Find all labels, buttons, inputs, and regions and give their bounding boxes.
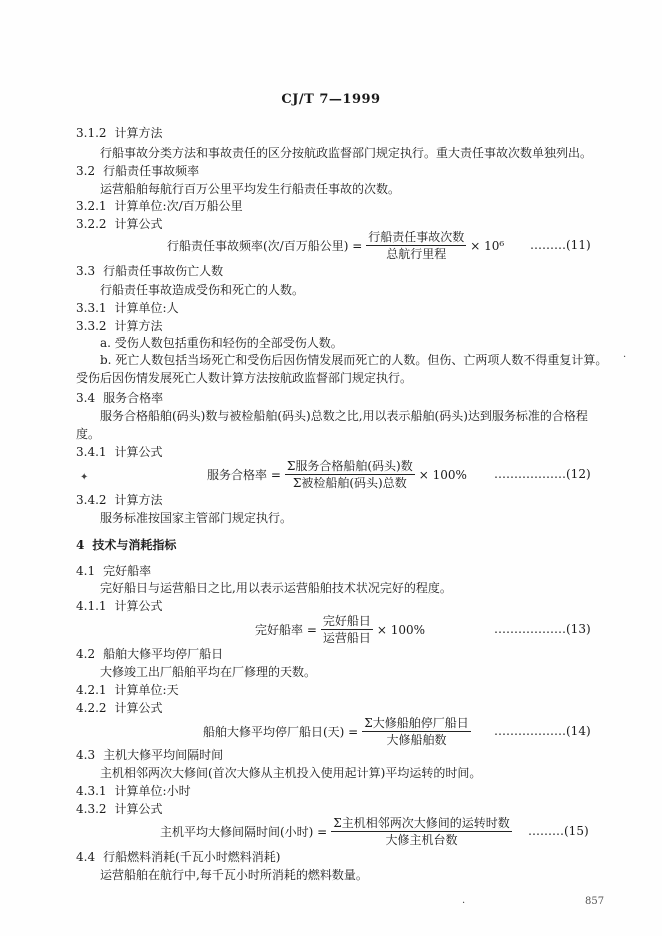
section-number: 4.1 — [76, 564, 96, 578]
heading-3-3 — [76, 263, 223, 279]
heading-3-2-2 — [76, 216, 163, 232]
paragraph: 运营船舶在航行中,每千瓦小时所消耗的燃料数量。 — [100, 868, 368, 882]
scan-speck-icon: · — [623, 352, 627, 363]
section-number: 3.4.2 — [76, 493, 107, 507]
heading-4-4 — [76, 849, 280, 865]
fraction — [285, 459, 415, 490]
heading-4-1-1 — [76, 598, 163, 614]
fraction — [366, 230, 466, 261]
section-title: 计算公式 — [114, 802, 163, 816]
heading-4-1 — [76, 563, 151, 579]
section-title: 计算方法 — [114, 126, 163, 140]
heading-4-3-2 — [76, 801, 163, 817]
section-title: 技术与消耗指标 — [92, 538, 177, 552]
section-number: 3.3.1 — [76, 301, 107, 315]
section-title: 完好船率 — [103, 564, 152, 578]
formula-multiplier: × 100% — [418, 467, 467, 482]
section-number: 3.4 — [76, 391, 96, 405]
heading-3-2 — [76, 163, 199, 179]
section-title: 计算单位:小时 — [114, 784, 191, 798]
section-number: 4.2 — [76, 647, 96, 661]
formula-lhs: 服务合格率 = — [207, 468, 281, 482]
heading-4 — [76, 537, 176, 553]
section-title: 计算公式 — [114, 445, 163, 459]
section-title: 船舶大修平均停厂船日 — [103, 647, 224, 661]
numerator: Σ服务合格船舶(码头)数 — [286, 459, 413, 473]
list-item-b: b. 死亡人数包括当场死亡和受伤后因伤情发展而死亡的人数。但伤、亡两项人数不得重复计算。 — [100, 353, 608, 367]
section-number: 4.1.1 — [76, 599, 107, 613]
heading-3-4 — [76, 390, 163, 406]
heading-4-3 — [76, 747, 223, 763]
formula-15 — [160, 816, 516, 847]
section-title: 计算单位:天 — [114, 683, 179, 697]
section-number: 3.3 — [76, 264, 96, 278]
formula-14 — [203, 716, 475, 747]
formula-lhs: 船舶大修平均停厂船日(天) = — [203, 725, 359, 739]
equation-number: ………(11) — [530, 238, 591, 252]
heading-3-3-2 — [76, 318, 163, 334]
heading-3-1-2 — [76, 125, 163, 141]
formula-multiplier: × 100% — [376, 622, 426, 637]
paragraph-continuation: 度。 — [76, 427, 101, 441]
fraction — [321, 614, 373, 645]
section-title: 行船责任事故频率 — [103, 164, 200, 178]
denominator: 大修主机台数 — [385, 833, 458, 847]
standard-code-header: CJ/T 7—1999 — [281, 92, 381, 107]
numerator: 行船责任事故次数 — [368, 230, 465, 244]
section-number: 4.3 — [76, 748, 96, 762]
numerator: Σ大修船舶停厂船日 — [364, 716, 469, 730]
section-title: 计算单位:次/百万船公里 — [114, 199, 243, 213]
heading-3-4-1 — [76, 444, 163, 460]
formula-12 — [207, 459, 467, 490]
section-number: 4.3.2 — [76, 802, 107, 816]
paragraph: 行船事故分类方法和事故责任的区分按航政监督部门规定执行。重大责任事故次数单独列出。 — [100, 146, 593, 160]
formula-11 — [167, 230, 504, 261]
equation-number: ………………(14) — [494, 724, 591, 738]
formula-lhs: 完好船率 = — [255, 623, 317, 637]
scan-speck-icon: · — [462, 898, 466, 909]
paragraph-continuation: 受伤后因伤情发展死亡人数计算方法按航政监督部门规定执行。 — [76, 371, 413, 385]
numerator: 完好船日 — [322, 614, 371, 628]
paragraph: 行船责任事故造成受伤和死亡的人数。 — [100, 283, 305, 297]
section-number: 4.4 — [76, 850, 96, 864]
formula-multiplier: × 10⁶ — [470, 238, 505, 253]
formula-lhs: 行船责任事故频率(次/百万船公里) = — [167, 239, 363, 253]
section-title: 主机大修平均间隔时间 — [103, 748, 224, 762]
section-number: 3.2.1 — [76, 199, 107, 213]
list-item-a: a. 受伤人数包括重伤和轻伤的全部受伤人数。 — [100, 336, 343, 350]
denominator: 大修船舶数 — [386, 733, 447, 747]
section-number: 3.3.2 — [76, 319, 107, 333]
denominator: Σ被检船舶(码头)总数 — [292, 476, 407, 490]
numerator: Σ主机相邻两次大修间的运转时数 — [333, 816, 510, 830]
section-number: 3.2 — [76, 164, 96, 178]
section-title: 计算公式 — [114, 701, 163, 715]
paragraph: 服务合格船舶(码头)数与被检船舶(码头)总数之比,用以表示船舶(码头)达到服务标准的合格程 — [100, 409, 588, 423]
heading-3-4-2 — [76, 492, 163, 508]
section-title: 计算方法 — [114, 493, 163, 507]
section-title: 行船责任事故伤亡人数 — [103, 264, 224, 278]
heading-4-2 — [76, 646, 223, 662]
equation-number: ………(15) — [528, 824, 589, 838]
equation-number: ………………(12) — [494, 467, 591, 481]
section-title: 服务合格率 — [103, 391, 164, 405]
paragraph: 主机相邻两次大修间(首次大修从主机投入使用起计算)平均运转的时间。 — [100, 766, 482, 780]
section-title: 行船燃料消耗(千瓦小时燃料消耗) — [103, 850, 281, 864]
denominator: 运营船日 — [322, 631, 371, 645]
section-number: 3.2.2 — [76, 217, 107, 231]
page-number: 857 — [585, 896, 605, 907]
section-title: 计算方法 — [114, 319, 163, 333]
paragraph: 服务标准按国家主管部门规定执行。 — [100, 511, 293, 525]
section-number: 3.1.2 — [76, 126, 107, 140]
heading-3-3-1 — [76, 300, 179, 316]
paragraph: 运营船舶每航行百万公里平均发生行船责任事故的次数。 — [100, 182, 401, 196]
formula-lhs: 主机平均大修间隔时间(小时) = — [160, 825, 328, 839]
paragraph: 完好船日与运营船日之比,用以表示运营船舶技术状况完好的程度。 — [100, 581, 452, 595]
scan-speck-icon: ✦ — [80, 472, 89, 483]
section-number: 4.2.1 — [76, 683, 107, 697]
section-number: 4 — [76, 538, 85, 552]
fraction — [331, 816, 512, 847]
heading-4-2-2 — [76, 700, 163, 716]
heading-4-2-1 — [76, 682, 179, 698]
heading-3-2-1 — [76, 198, 243, 214]
equation-number: ………………(13) — [494, 622, 591, 636]
section-number: 4.2.2 — [76, 701, 107, 715]
fraction — [362, 716, 471, 747]
denominator: 总航行里程 — [386, 247, 447, 261]
section-title: 计算单位:人 — [114, 301, 179, 315]
formula-13 — [255, 614, 425, 645]
paragraph: 大修竣工出厂船舶平均在厂修理的天数。 — [100, 665, 317, 679]
section-number: 3.4.1 — [76, 445, 107, 459]
section-number: 4.3.1 — [76, 784, 107, 798]
heading-4-3-1 — [76, 783, 191, 799]
section-title: 计算公式 — [114, 599, 163, 613]
section-title: 计算公式 — [114, 217, 163, 231]
